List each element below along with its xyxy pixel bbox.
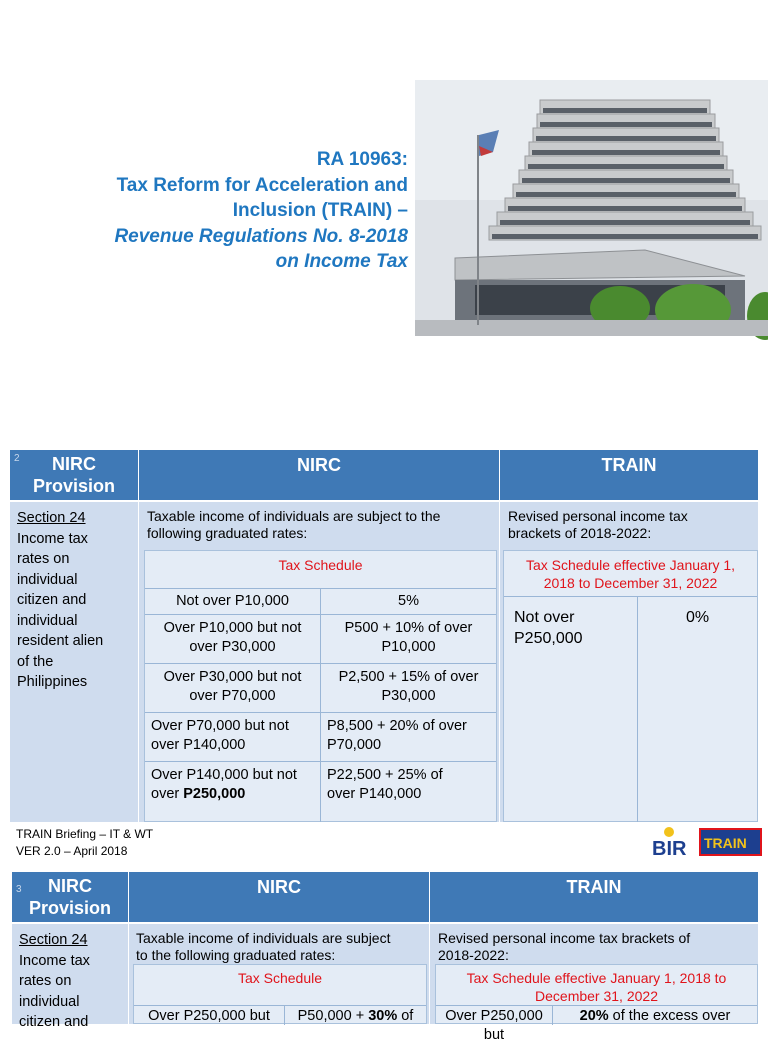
section-desc-line: Income tax [19,952,90,969]
header-provision: 3 NIRC Provision [12,872,128,922]
slide-footer [16,826,153,860]
rate-cell: P22,500 + 25% of over P140,000 [327,767,443,802]
slide-number: 2 [14,453,20,464]
subtitle-line-1: Revenue Regulations No. 8-2018 [114,225,408,247]
slide-2-tax-table [0,450,768,822]
header-nirc: NIRC [139,450,499,500]
slide-number: 3 [16,884,22,895]
rate-cell: P8,500 + 20% of over P70,000 [327,718,467,753]
header-provision-line2: Provision [32,476,116,496]
section-desc-line: of the [17,653,54,670]
provision-cell [17,508,135,693]
subtitle-line-2: on Income Tax [275,251,408,272]
train-tax-schedule [435,964,758,1043]
section-desc-line: rates on [17,551,70,567]
bir-train-logo [652,826,762,858]
header-train: TRAIN [500,450,758,500]
bracket-cell: Over P10,000 but not over P30,000 [163,620,302,655]
section-desc-line: citizen and [17,592,87,608]
nirc-intro-line: Taxable income of individuals are subject to the [147,508,441,524]
nirc-tax-schedule [144,550,497,822]
rate-cell: P500 + 10% of over P10,000 [344,620,473,655]
train-intro: Revised personal income tax brackets of 2018-2022: [438,930,691,963]
bracket-cell: Over P70,000 but not over P140,000 [151,718,289,753]
section-desc-line: Income tax [17,530,88,547]
section-link: Section 24 [17,510,86,526]
slide-title [114,147,408,275]
rate-cell: P50,000 + 30% of [297,1008,414,1024]
nirc-tax-schedule [133,964,427,1024]
train-rate-cell: 0% [685,609,710,626]
nirc-intro [147,508,495,542]
train-tax-schedule [503,550,758,822]
section-desc-line: citizen and [19,1014,89,1030]
train-bracket-cell: Over P250,000 but [445,1008,543,1043]
train-schedule-title: Tax Schedule effective January 1, 2018 to December 31, 2022 [525,557,736,591]
section-desc-line: resident alien [17,633,104,649]
svg-text:BIR: BIR [652,838,687,860]
title-line-3: Inclusion (TRAIN) – [232,200,408,221]
header-provision [10,450,138,500]
section-desc-line: individual [17,571,78,588]
bir-building-photo [415,80,768,336]
bracket-cell: Over P140,000 but not over P250,000 [151,767,297,802]
train-bracket-cell: Not over P250,000 [514,609,583,647]
title-slide [0,0,768,420]
footer-line-1: TRAIN Briefing – IT & WT [16,827,154,841]
bracket-cell: Not over P10,000 [176,593,289,609]
nirc-schedule-title: Tax Schedule [237,970,323,986]
footer-line-2: VER 2.0 – April 2018 [16,844,128,858]
provision-cell [19,930,127,1033]
rate-cell: 5% [398,593,419,609]
title-line-1: RA 10963: [316,149,408,170]
title-line-2: Tax Reform for Acceleration and [116,174,408,196]
header-provision-line1: NIRC [52,454,96,474]
building-illustration [415,80,768,336]
header-nirc: NIRC [129,872,429,922]
train-schedule-title: Tax Schedule effective January 1, 2018 to December 31, 2022 [466,970,727,1004]
rate-cell: P2,500 + 15% of over P30,000 [338,669,479,704]
bracket-cell: Over P30,000 but not over P70,000 [163,669,302,704]
section-desc-line: individual [19,993,80,1010]
nirc-intro-line: following graduated rates: [147,525,308,541]
bracket-cell: Over P250,000 but [148,1008,270,1024]
section-desc-line: rates on [19,973,72,989]
nirc-schedule-title: Tax Schedule [278,557,363,573]
section-desc-line: individual [17,612,78,629]
train-intro-line: Revised personal income tax [508,508,688,524]
column-divider [499,502,500,822]
section-desc-line: Philippines [17,674,88,690]
train-intro [508,508,756,542]
train-rate-cell: 20% of the excess over [579,1008,731,1024]
svg-text:TRAIN: TRAIN [704,835,747,851]
section-link: Section 24 [19,932,88,948]
slide-3-tax-table [0,872,768,1043]
train-intro-line: brackets of 2018-2022: [508,525,652,541]
nirc-intro: Taxable income of individuals are subject to the following graduated rates: [136,930,391,963]
header-train: TRAIN [430,872,758,922]
column-divider [138,502,139,822]
